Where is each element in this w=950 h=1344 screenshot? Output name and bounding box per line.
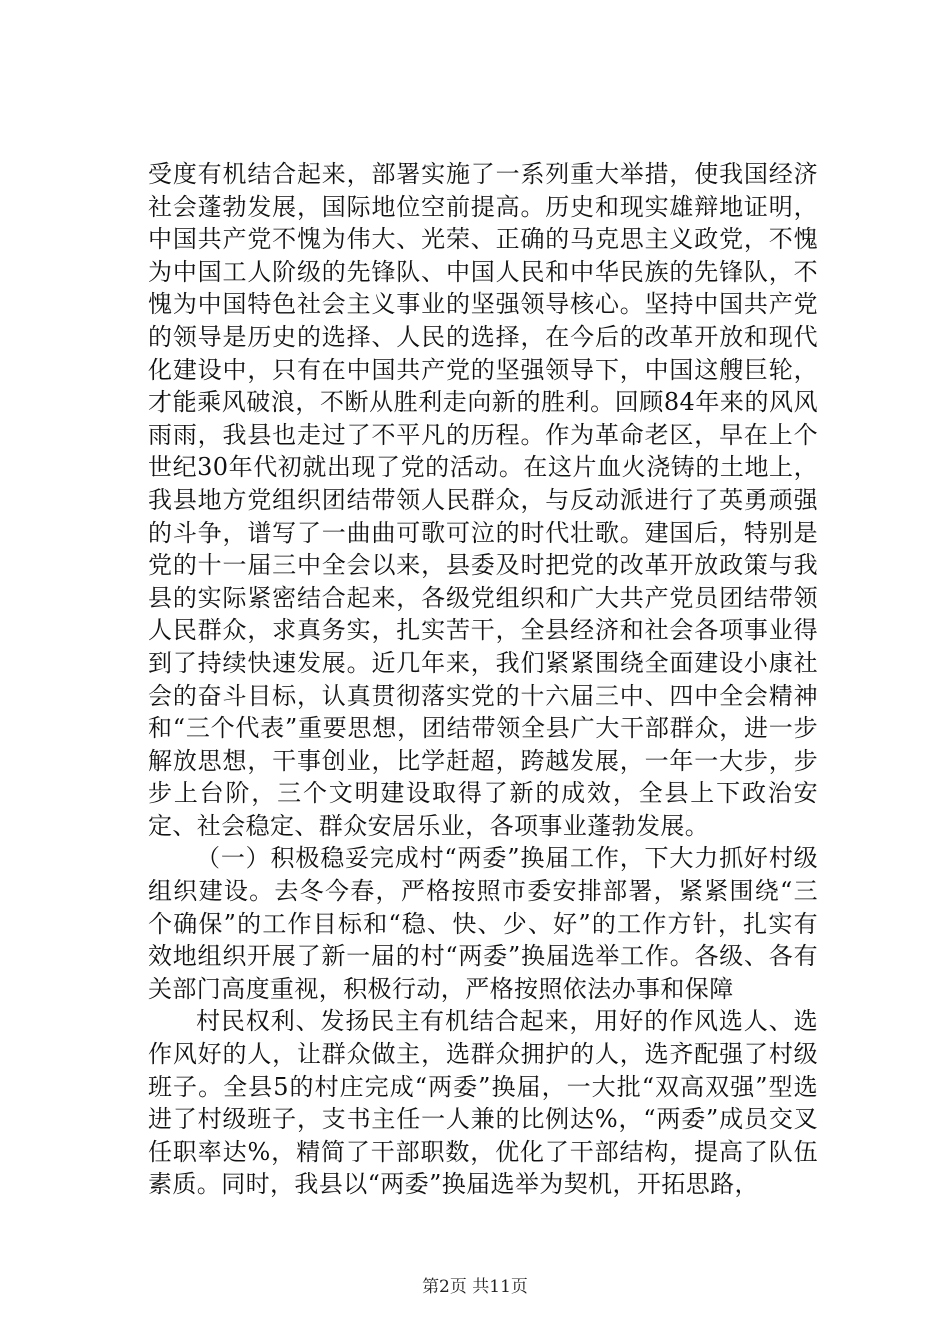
paragraph-history: 受度有机结合起来，部署实施了一系列重大举措，使我国经济社会蓬勃发展，国际地位空前提高。历史和现实雄辩地证明，中国共产党不愧为伟大、光荣、正确的马克思主义政党，不愧为中国工人阶级的先锋队、中国人民和中华民族的先锋队，不愧为中国特色社会主义事业的坚强领导核心。坚持中国共产党的领导是历史的选择、人民的选择，在今后的改革开放和现代化建设中，只有在中国共产党的坚强领导下，中国这艘巨轮，才能乘风破浪，不断从胜利走向新的胜利。回顾84年来的风风雨雨，我县也走过了不平凡的历程。作为革命老区，早在上个世纪30年代初就出现了党的活动。在这片血火浇铸的土地上，我县地方党组织团结带领人民群众，与反动派进行了英勇顽强的斗争，谱写了一曲曲可歌可泣的时代壮歌。建国后，特别是党的十一届三中全会以来，县委及时把党的改革开放政策与我县的实际紧密结合起来，各级党组织和广大共产党员团结带领人民群众，求真务实，扎实苦干，全县经济和社会各项事业得到了持续快速发展。近几年来，我们紧紧围绕全面建设小康社会的奋斗目标，认真贯彻落实党的十六届三中、四中全会精神和“三个代表”重要思想，团结带领全县广大干部群众，进一步解放思想，干事创业，比学赶超，跨越发展，一年一大步，步步上台阶，三个文明建设取得了新的成效，全县上下政治安定、社会稳定、群众安居乐业，各项事业蓬勃发展。 — [148, 160, 818, 840]
paragraph-village-rights: 村民权利、发扬民主有机结合起来，用好的作风选人、选作风好的人，让群众做主，选群众拥护的人，选齐配强了村级班子。全县5的村庄完成“两委”换届，一大批“双高双强”型选进了村级班子，支书主任一人兼的比例达%，“两委”成员交叉任职率达%，精简了干部职数，优化了干部结构，提高了队伍素质。同时，我县以“两委”换届选举为契机，开拓思路， — [148, 1007, 818, 1199]
page-footer: 第2页 共11页 — [422, 1277, 528, 1297]
document-body — [148, 158, 818, 1201]
paragraph-village-election: （一）积极稳妥完成村“两委”换届工作，下大力抓好村级组织建设。去冬今春，严格按照市委安排部署，紧紧围绕“三个确保”的工作目标和“稳、快、少、好”的工作方针，扎实有效地组织开展了新一届的村“两委”换届选举工作。各级、各有关部门高度重视，积极行动，严格按照依法办事和保障 — [148, 844, 818, 1003]
